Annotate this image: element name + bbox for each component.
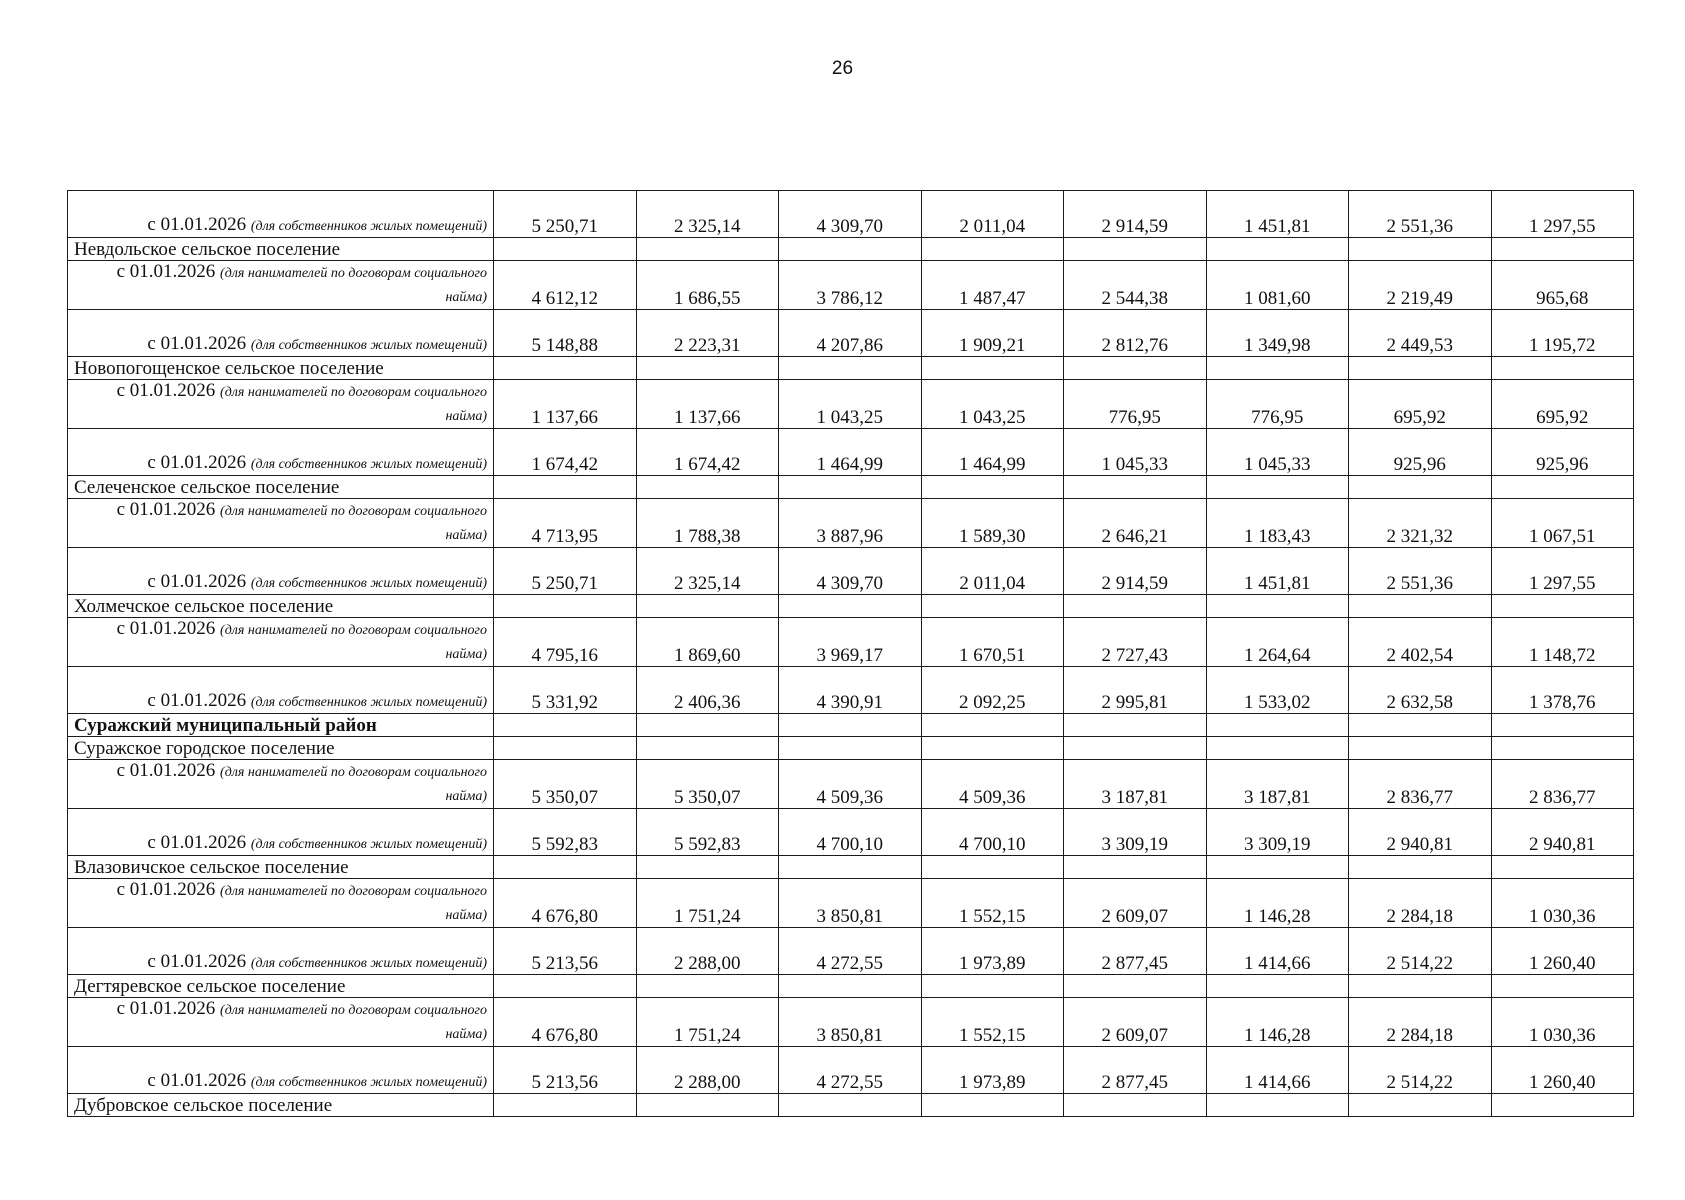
- tariff-value: 1 451,81: [1206, 548, 1349, 595]
- settlement-row: [68, 856, 1634, 879]
- empty-cell: [636, 238, 779, 261]
- tariff-value: 2 325,14: [636, 191, 779, 238]
- row-label: [74, 879, 487, 927]
- tariff-value: 2 877,45: [1064, 928, 1207, 975]
- effective-date: с 01.01.2026: [147, 214, 247, 235]
- tariff-value: 2 406,36: [636, 667, 779, 714]
- empty-cell: [494, 238, 637, 261]
- tenants-label: [68, 879, 494, 928]
- tenants-row: [68, 760, 1634, 809]
- empty-cell: [921, 1094, 1064, 1117]
- tariff-table: [67, 190, 1634, 1117]
- tariff-value: 4 713,95: [494, 499, 637, 548]
- tariff-value: 1 674,42: [494, 429, 637, 476]
- effective-date: с 01.01.2026: [147, 1070, 247, 1091]
- tariff-value: 776,95: [1206, 380, 1349, 429]
- settlement-row: [68, 595, 1634, 618]
- tariff-value: 2 011,04: [921, 191, 1064, 238]
- empty-cell: [494, 975, 637, 998]
- tariff-value: 2 609,07: [1064, 879, 1207, 928]
- tariff-value: 1 195,72: [1491, 310, 1634, 357]
- tariff-value: 5 213,56: [494, 1047, 637, 1094]
- empty-cell: [1349, 856, 1492, 879]
- owners-row: [68, 928, 1634, 975]
- empty-cell: [494, 714, 637, 737]
- tenants-note: (для нанимателей по договорам социального найма): [220, 765, 487, 804]
- tariff-value: 5 213,56: [494, 928, 637, 975]
- tariff-value: 2 449,53: [1349, 310, 1492, 357]
- empty-cell: [1349, 595, 1492, 618]
- empty-cell: [494, 737, 637, 760]
- tariff-value: 1 067,51: [1491, 499, 1634, 548]
- tariff-value: 1 751,24: [636, 879, 779, 928]
- tariff-value: 2 914,59: [1064, 191, 1207, 238]
- owners-row: [68, 667, 1634, 714]
- row-label: [74, 261, 487, 309]
- empty-cell: [1206, 357, 1349, 380]
- row-label: [147, 832, 487, 853]
- tenants-row: [68, 618, 1634, 667]
- empty-cell: [636, 856, 779, 879]
- tariff-value: 4 612,12: [494, 261, 637, 310]
- tariff-value: 4 309,70: [779, 548, 922, 595]
- effective-date: с 01.01.2026: [116, 879, 216, 900]
- row-label: [74, 998, 487, 1046]
- tariff-value: 1 487,47: [921, 261, 1064, 310]
- settlement-row: [68, 1094, 1634, 1117]
- empty-cell: [1064, 476, 1207, 499]
- empty-cell: [921, 595, 1064, 618]
- empty-cell: [1491, 737, 1634, 760]
- owners-label: [68, 548, 494, 595]
- owners-row: [68, 191, 1634, 238]
- tenants-row: [68, 380, 1634, 429]
- tariff-value: 5 350,07: [636, 760, 779, 809]
- tariff-value: 2 284,18: [1349, 998, 1492, 1047]
- empty-cell: [921, 357, 1064, 380]
- row-label: [147, 214, 487, 235]
- effective-date: с 01.01.2026: [116, 760, 216, 781]
- tariff-value: 2 402,54: [1349, 618, 1492, 667]
- owners-row: [68, 548, 1634, 595]
- tariff-value: 1 146,28: [1206, 879, 1349, 928]
- tenants-row: [68, 499, 1634, 548]
- effective-date: с 01.01.2026: [116, 618, 216, 639]
- owners-note: (для собственников жилых помещений): [250, 338, 487, 353]
- tariff-value: 1 414,66: [1206, 928, 1349, 975]
- owners-label: [68, 809, 494, 856]
- row-label: [74, 760, 487, 808]
- tariff-value: 5 350,07: [494, 760, 637, 809]
- district-row: [68, 714, 1634, 737]
- owners-label: [68, 928, 494, 975]
- owners-note: (для собственников жилых помещений): [250, 457, 487, 472]
- row-label: [147, 690, 487, 711]
- tariff-value: 4 309,70: [779, 191, 922, 238]
- district-title: Суражский муниципальный район: [68, 714, 494, 737]
- row-label: [147, 571, 487, 592]
- empty-cell: [1206, 737, 1349, 760]
- owners-note: (для собственников жилых помещений): [250, 576, 487, 591]
- tariff-value: 1 137,66: [494, 380, 637, 429]
- tenants-note: (для нанимателей по договорам социального найма): [220, 623, 487, 662]
- tariff-value: 1 148,72: [1491, 618, 1634, 667]
- tariff-value: 925,96: [1349, 429, 1492, 476]
- owners-label: [68, 310, 494, 357]
- tariff-value: 1 297,55: [1491, 548, 1634, 595]
- empty-cell: [1206, 975, 1349, 998]
- empty-cell: [1491, 856, 1634, 879]
- empty-cell: [1349, 737, 1492, 760]
- effective-date: с 01.01.2026: [147, 690, 247, 711]
- tariff-value: 1 533,02: [1206, 667, 1349, 714]
- tariff-value: 2 288,00: [636, 1047, 779, 1094]
- owners-row: [68, 429, 1634, 476]
- empty-cell: [1491, 975, 1634, 998]
- tenants-label: [68, 499, 494, 548]
- tariff-value: 1 788,38: [636, 499, 779, 548]
- tariff-value: 695,92: [1491, 380, 1634, 429]
- tariff-value: 965,68: [1491, 261, 1634, 310]
- empty-cell: [1206, 1094, 1349, 1117]
- tenants-label: [68, 261, 494, 310]
- tariff-value: 4 700,10: [779, 809, 922, 856]
- empty-cell: [1206, 856, 1349, 879]
- tenants-label: [68, 760, 494, 809]
- empty-cell: [921, 476, 1064, 499]
- tariff-value: 1 552,15: [921, 998, 1064, 1047]
- empty-cell: [779, 856, 922, 879]
- tariff-value: 1 030,36: [1491, 998, 1634, 1047]
- empty-cell: [779, 357, 922, 380]
- tariff-value: 2 940,81: [1349, 809, 1492, 856]
- tariff-value: 1 869,60: [636, 618, 779, 667]
- empty-cell: [1064, 1094, 1207, 1117]
- tariff-value: 1 686,55: [636, 261, 779, 310]
- empty-cell: [1491, 476, 1634, 499]
- empty-cell: [779, 975, 922, 998]
- empty-cell: [1064, 595, 1207, 618]
- settlement-row: [68, 238, 1634, 261]
- tariff-value: 4 700,10: [921, 809, 1064, 856]
- tariff-value: 1 264,64: [1206, 618, 1349, 667]
- tariff-value: 2 812,76: [1064, 310, 1207, 357]
- effective-date: с 01.01.2026: [116, 499, 216, 520]
- tariff-value: 2 321,32: [1349, 499, 1492, 548]
- empty-cell: [1491, 357, 1634, 380]
- tariff-value: 1 451,81: [1206, 191, 1349, 238]
- tariff-value: 2 219,49: [1349, 261, 1492, 310]
- tariff-value: 2 092,25: [921, 667, 1064, 714]
- tariff-value: 2 877,45: [1064, 1047, 1207, 1094]
- empty-cell: [1064, 238, 1207, 261]
- settlement-row: [68, 357, 1634, 380]
- tariff-value: 1 552,15: [921, 879, 1064, 928]
- tariff-value: 2 727,43: [1064, 618, 1207, 667]
- tariff-value: 1 260,40: [1491, 928, 1634, 975]
- settlement-title: Дубровское сельское поселение: [68, 1094, 494, 1117]
- empty-cell: [1206, 595, 1349, 618]
- tariff-value: 1 674,42: [636, 429, 779, 476]
- tariff-value: 1 973,89: [921, 928, 1064, 975]
- empty-cell: [494, 1094, 637, 1117]
- tariff-value: 4 676,80: [494, 998, 637, 1047]
- tariff-value: 776,95: [1064, 380, 1207, 429]
- tariff-value: 5 592,83: [494, 809, 637, 856]
- empty-cell: [921, 737, 1064, 760]
- tariff-value: 2 551,36: [1349, 191, 1492, 238]
- tariff-value: 2 609,07: [1064, 998, 1207, 1047]
- tariff-value: 3 969,17: [779, 618, 922, 667]
- tariff-value: 3 187,81: [1206, 760, 1349, 809]
- tenants-note: (для нанимателей по договорам социального найма): [220, 884, 487, 923]
- empty-cell: [1206, 476, 1349, 499]
- empty-cell: [779, 714, 922, 737]
- tariff-value: 4 795,16: [494, 618, 637, 667]
- empty-cell: [921, 975, 1064, 998]
- tariff-value: 2 284,18: [1349, 879, 1492, 928]
- tariff-value: 3 786,12: [779, 261, 922, 310]
- empty-cell: [1491, 1094, 1634, 1117]
- owners-row: [68, 809, 1634, 856]
- tariff-value: 2 514,22: [1349, 1047, 1492, 1094]
- row-label: [74, 618, 487, 666]
- tenants-row: [68, 261, 1634, 310]
- tariff-value: 2 551,36: [1349, 548, 1492, 595]
- empty-cell: [1349, 975, 1492, 998]
- owners-note: (для собственников жилых помещений): [250, 956, 487, 971]
- tariff-value: 2 288,00: [636, 928, 779, 975]
- owners-label: [68, 429, 494, 476]
- tariff-value: 1 909,21: [921, 310, 1064, 357]
- empty-cell: [1064, 357, 1207, 380]
- row-label: [74, 499, 487, 547]
- tariff-value: 1 260,40: [1491, 1047, 1634, 1094]
- tariff-value: 4 390,91: [779, 667, 922, 714]
- tariff-value: 1 183,43: [1206, 499, 1349, 548]
- tariff-value: 2 836,77: [1491, 760, 1634, 809]
- tariff-value: 4 509,36: [921, 760, 1064, 809]
- row-label: [147, 951, 487, 972]
- effective-date: с 01.01.2026: [147, 832, 247, 853]
- owners-note: (для собственников жилых помещений): [250, 837, 487, 852]
- tariff-value: 5 250,71: [494, 548, 637, 595]
- tenants-label: [68, 998, 494, 1047]
- tariff-value: 5 250,71: [494, 191, 637, 238]
- empty-cell: [921, 238, 1064, 261]
- tenants-row: [68, 998, 1634, 1047]
- tariff-value: 1 414,66: [1206, 1047, 1349, 1094]
- empty-cell: [636, 595, 779, 618]
- tariff-value: 1 043,25: [921, 380, 1064, 429]
- empty-cell: [1064, 975, 1207, 998]
- tariff-value: 1 137,66: [636, 380, 779, 429]
- owners-note: (для собственников жилых помещений): [250, 1075, 487, 1090]
- owners-label: [68, 667, 494, 714]
- empty-cell: [1491, 595, 1634, 618]
- effective-date: с 01.01.2026: [116, 380, 216, 401]
- tenants-note: (для нанимателей по договорам социального найма): [220, 504, 487, 543]
- owners-row: [68, 310, 1634, 357]
- empty-cell: [636, 975, 779, 998]
- empty-cell: [779, 595, 922, 618]
- tariff-value: 2 514,22: [1349, 928, 1492, 975]
- empty-cell: [1206, 238, 1349, 261]
- tariff-value: 2 223,31: [636, 310, 779, 357]
- tariff-value: 1 030,36: [1491, 879, 1634, 928]
- empty-cell: [1064, 714, 1207, 737]
- tariff-value: 3 309,19: [1206, 809, 1349, 856]
- empty-cell: [1349, 357, 1492, 380]
- tariff-value: 1 751,24: [636, 998, 779, 1047]
- owners-label: [68, 1047, 494, 1094]
- row-label: [74, 380, 487, 428]
- empty-cell: [636, 1094, 779, 1117]
- empty-cell: [636, 357, 779, 380]
- empty-cell: [1491, 238, 1634, 261]
- settlement-title: Дегтяревское сельское поселение: [68, 975, 494, 998]
- tariff-value: 1 045,33: [1206, 429, 1349, 476]
- settlement-row: [68, 737, 1634, 760]
- effective-date: с 01.01.2026: [116, 261, 216, 282]
- tariff-value: 695,92: [1349, 380, 1492, 429]
- tenants-row: [68, 879, 1634, 928]
- tariff-value: 1 973,89: [921, 1047, 1064, 1094]
- tariff-value: 5 592,83: [636, 809, 779, 856]
- owners-note: (для собственников жилых помещений): [250, 695, 487, 710]
- row-label: [147, 1070, 487, 1091]
- empty-cell: [636, 737, 779, 760]
- tariff-value: 1 378,76: [1491, 667, 1634, 714]
- empty-cell: [636, 714, 779, 737]
- empty-cell: [1064, 856, 1207, 879]
- tariff-value: 4 272,55: [779, 928, 922, 975]
- empty-cell: [1349, 476, 1492, 499]
- tariff-value: 1 043,25: [779, 380, 922, 429]
- tariff-value: 3 850,81: [779, 879, 922, 928]
- tariff-value: 2 325,14: [636, 548, 779, 595]
- empty-cell: [494, 856, 637, 879]
- tariff-value: 2 940,81: [1491, 809, 1634, 856]
- page-number: 26: [831, 58, 854, 79]
- tariff-value: 1 349,98: [1206, 310, 1349, 357]
- effective-date: с 01.01.2026: [147, 333, 247, 354]
- tariff-value: 2 995,81: [1064, 667, 1207, 714]
- empty-cell: [779, 238, 922, 261]
- tariff-value: 5 148,88: [494, 310, 637, 357]
- tariff-value: 4 509,36: [779, 760, 922, 809]
- settlement-row: [68, 975, 1634, 998]
- effective-date: с 01.01.2026: [147, 452, 247, 473]
- tariff-value: 3 187,81: [1064, 760, 1207, 809]
- empty-cell: [494, 357, 637, 380]
- tariff-value: 3 309,19: [1064, 809, 1207, 856]
- settlement-title: Новопогощенское сельское поселение: [68, 357, 494, 380]
- tariff-value: 1 589,30: [921, 499, 1064, 548]
- tariff-value: 2 632,58: [1349, 667, 1492, 714]
- tariff-value: 4 272,55: [779, 1047, 922, 1094]
- effective-date: с 01.01.2026: [147, 571, 247, 592]
- settlement-title: Невдольское сельское поселение: [68, 238, 494, 261]
- empty-cell: [1349, 714, 1492, 737]
- tariff-value: 1 081,60: [1206, 261, 1349, 310]
- tariff-value: 2 544,38: [1064, 261, 1207, 310]
- empty-cell: [779, 476, 922, 499]
- tariff-value: 925,96: [1491, 429, 1634, 476]
- tariff-value: 5 331,92: [494, 667, 637, 714]
- owners-label: [68, 191, 494, 238]
- tenants-note: (для нанимателей по договорам социального найма): [220, 266, 487, 305]
- settlement-title: Суражское городское поселение: [68, 737, 494, 760]
- empty-cell: [921, 714, 1064, 737]
- tenants-label: [68, 618, 494, 667]
- tariff-value: 3 850,81: [779, 998, 922, 1047]
- tariff-value: 1 464,99: [779, 429, 922, 476]
- empty-cell: [1206, 714, 1349, 737]
- settlement-title: Холмечское сельское поселение: [68, 595, 494, 618]
- empty-cell: [779, 737, 922, 760]
- tariff-value: 2 914,59: [1064, 548, 1207, 595]
- row-label: [147, 452, 487, 473]
- empty-cell: [921, 856, 1064, 879]
- empty-cell: [779, 1094, 922, 1117]
- tariff-value: 1 297,55: [1491, 191, 1634, 238]
- table-body: [68, 191, 1634, 1117]
- tenants-note: (для нанимателей по договорам социального найма): [220, 1003, 487, 1042]
- settlement-title: Селеченское сельское поселение: [68, 476, 494, 499]
- row-label: [147, 333, 487, 354]
- settlement-row: [68, 476, 1634, 499]
- empty-cell: [494, 476, 637, 499]
- tariff-value: 4 676,80: [494, 879, 637, 928]
- tenants-note: (для нанимателей по договорам социального найма): [220, 385, 487, 424]
- empty-cell: [494, 595, 637, 618]
- effective-date: с 01.01.2026: [147, 951, 247, 972]
- tariff-value: 1 146,28: [1206, 998, 1349, 1047]
- tariff-value: 3 887,96: [779, 499, 922, 548]
- tariff-value: 2 011,04: [921, 548, 1064, 595]
- owners-note: (для собственников жилых помещений): [250, 219, 487, 234]
- empty-cell: [1064, 737, 1207, 760]
- tariff-value: 1 045,33: [1064, 429, 1207, 476]
- tariff-value: 2 646,21: [1064, 499, 1207, 548]
- settlement-title: Влазовичское сельское поселение: [68, 856, 494, 879]
- tariff-value: 4 207,86: [779, 310, 922, 357]
- empty-cell: [636, 476, 779, 499]
- tariff-value: 2 836,77: [1349, 760, 1492, 809]
- tenants-label: [68, 380, 494, 429]
- empty-cell: [1349, 238, 1492, 261]
- tariff-value: 1 464,99: [921, 429, 1064, 476]
- tariff-value: 1 670,51: [921, 618, 1064, 667]
- effective-date: с 01.01.2026: [116, 998, 216, 1019]
- empty-cell: [1491, 714, 1634, 737]
- empty-cell: [1349, 1094, 1492, 1117]
- owners-row: [68, 1047, 1634, 1094]
